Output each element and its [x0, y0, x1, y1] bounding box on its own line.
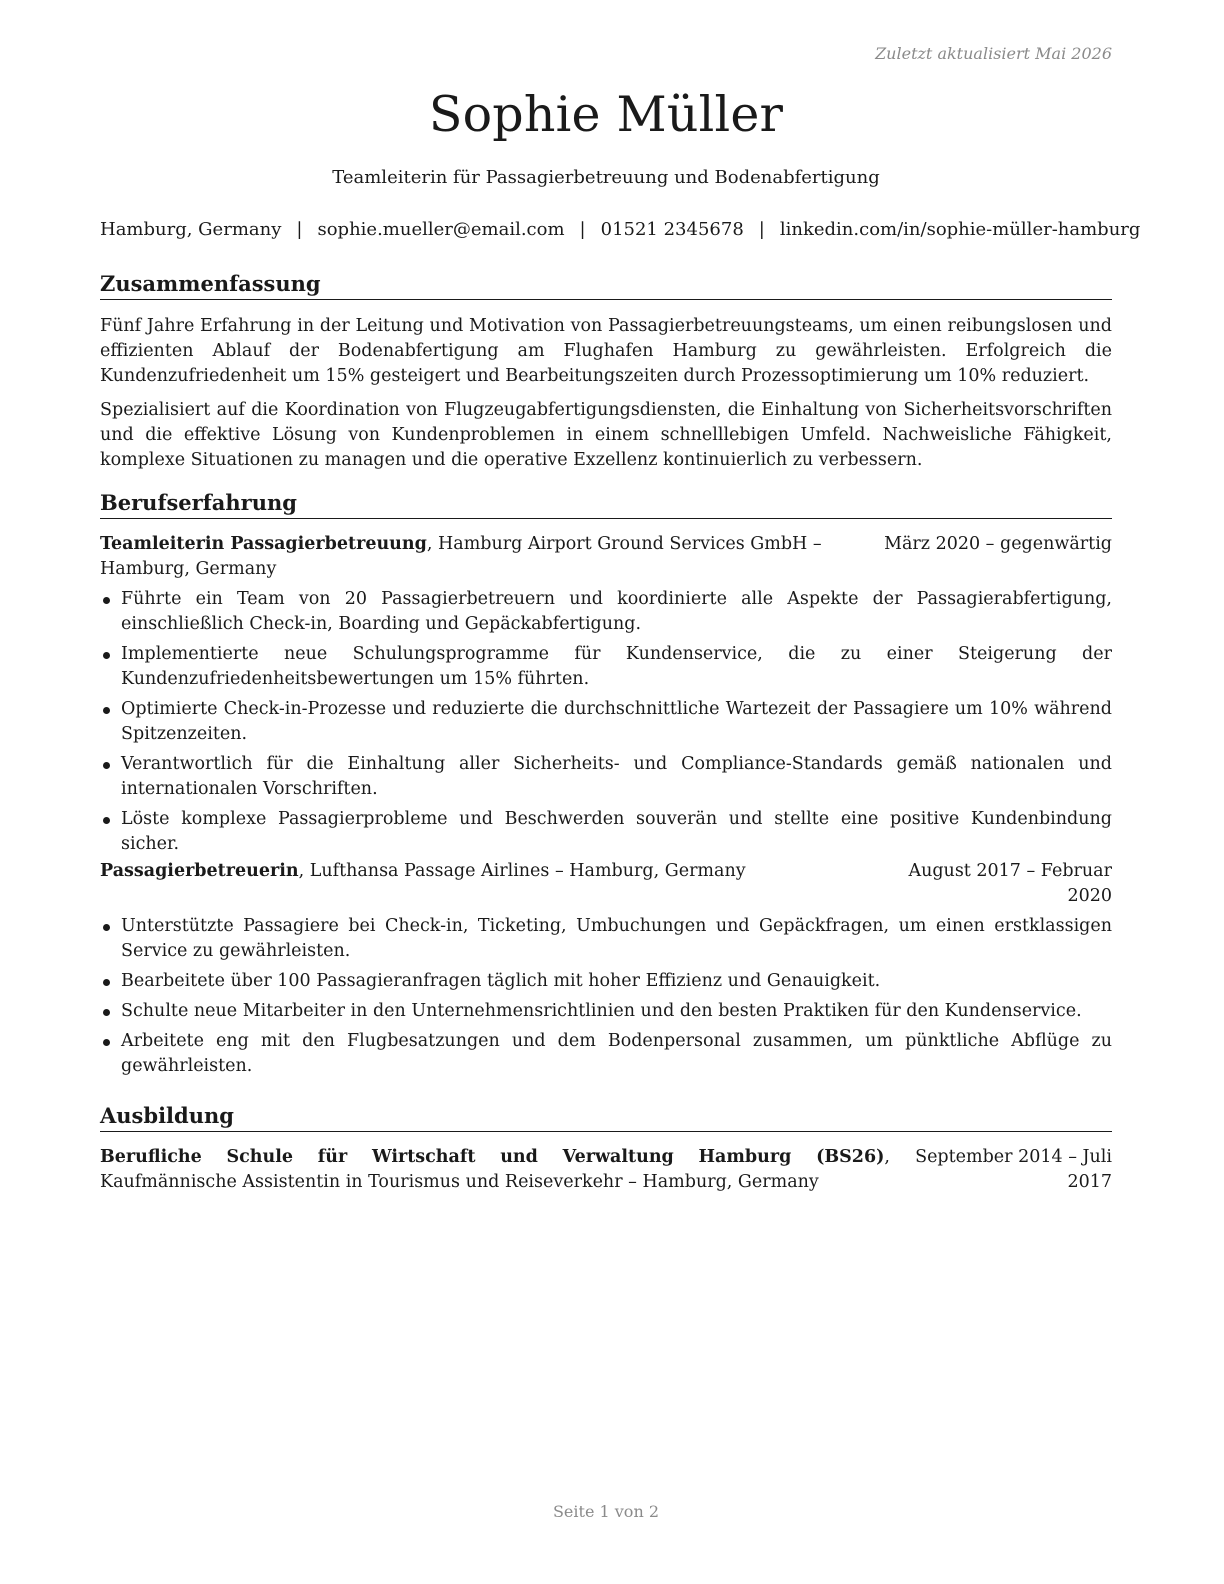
- job-employer: , Hamburg Airport Ground Services GmbH – Hamburg, Germany: [100, 534, 822, 579]
- contact-location: Hamburg, Germany: [100, 219, 282, 240]
- bullet-icon: [103, 924, 110, 931]
- job-bullets: [100, 914, 1112, 1084]
- job-header: [100, 859, 1112, 909]
- list-item: Optimierte Check-in-Prozesse und reduzierte die durchschnittliche Wartezeit der Passagiere um 10% während Spitzenzeiten.: [100, 697, 1112, 747]
- bullet-icon: [103, 979, 110, 986]
- bullet-icon: [103, 652, 110, 659]
- contact-line: [100, 219, 1141, 240]
- job-bullets: [100, 587, 1112, 862]
- education-degree: , Kaufmännische Assistentin in Tourismus und Reiseverkehr – Hamburg, Germany: [100, 1147, 890, 1192]
- section-title-summary: Zusammenfassung: [100, 271, 1112, 300]
- list-item: Verantwortlich für die Einhaltung aller Sicherheits- und Compliance-Standards gemäß nationalen und internationalen Vorschriften.: [100, 752, 1112, 802]
- candidate-name: Sophie Müller: [428, 86, 784, 143]
- job-dates: März 2020 – gegenwärtig: [884, 534, 1112, 554]
- bullet-icon: [103, 762, 110, 769]
- candidate-headline: Teamleiterin für Passagierbetreuung und Bodenabfertigung: [332, 167, 880, 188]
- bullet-icon: [103, 1009, 110, 1016]
- list-item: Schulte neue Mitarbeiter in den Unternehmensrichtlinien und den besten Praktiken für den Kundenservice.: [100, 999, 1112, 1024]
- list-item: Implementierte neue Schulungsprogramme für Kundenservice, die zu einer Steigerung der Kundenzufriedenheitsbewertungen um 15% führten.: [100, 642, 1112, 692]
- list-item: Bearbeitete über 100 Passagieranfragen täglich mit hoher Effizienz und Genauigkeit.: [100, 969, 1112, 994]
- contact-linkedin[interactable]: linkedin.com/in/sophie-müller-hamburg: [779, 219, 1141, 240]
- education-dates: September 2014 – Juli 2017: [915, 1147, 1112, 1192]
- summary-paragraph: Spezialisiert auf die Koordination von Flugzeugabfertigungsdiensten, die Einhaltung von Sicherheitsvorschriften und die effektive Lösung von Kundenproblemen in einem schnelllebigen Umfeld. Nachweisliche Fähigkeit, komplexe Situationen zu managen und die operative Exzellenz kontinuierlich zu verbessern.: [100, 400, 1112, 470]
- job-employer: , Lufthansa Passage Airlines – Hamburg, Germany: [298, 861, 746, 881]
- bullet-icon: [103, 597, 110, 604]
- contact-separator: |: [296, 219, 303, 240]
- last-updated-note: Zuletzt aktualisiert Mai 2026: [875, 44, 1112, 63]
- section-title-experience: Berufserfahrung: [100, 490, 1112, 519]
- list-item: Führte ein Team von 20 Passagierbetreuern und koordinierte alle Aspekte der Passagierabfertigung, einschließlich Check-in, Boarding und Gepäckabfertigung.: [100, 587, 1112, 637]
- education-school: Berufliche Schule für Wirtschaft und Verwaltung Hamburg (BS26): [100, 1147, 885, 1167]
- bullet-icon: [103, 817, 110, 824]
- job-role: Passagierbetreuerin: [100, 861, 299, 881]
- list-item: Unterstützte Passagiere bei Check-in, Ticketing, Umbuchungen und Gepäckfragen, um einen erstklassigen Service zu gewährleisten.: [100, 914, 1112, 964]
- bullet-icon: [103, 1039, 110, 1046]
- page-indicator: Seite 1 von 2: [552, 1502, 660, 1521]
- contact-separator: |: [758, 219, 765, 240]
- job-header: [100, 532, 1112, 582]
- education-entry: [100, 1145, 1112, 1195]
- bullet-icon: [103, 707, 110, 714]
- job-role: Teamleiterin Passagierbetreuung: [100, 534, 427, 554]
- contact-phone[interactable]: 01521 2345678: [600, 219, 744, 240]
- contact-separator: |: [579, 219, 586, 240]
- list-item: Arbeitete eng mit den Flugbesatzungen und dem Bodenpersonal zusammen, um pünktliche Abflüge zu gewährleisten.: [100, 1029, 1112, 1079]
- contact-email[interactable]: sophie.mueller@email.com: [317, 219, 565, 240]
- job-dates: August 2017 – Februar 2020: [908, 861, 1112, 906]
- list-item: Löste komplexe Passagierprobleme und Beschwerden souverän und stellte eine positive Kundenbindung sicher.: [100, 807, 1112, 857]
- section-title-education: Ausbildung: [100, 1103, 1112, 1132]
- summary-paragraph: Fünf Jahre Erfahrung in der Leitung und Motivation von Passagierbetreuungsteams, um einen reibungslosen und effizienten Ablauf der Bodenabfertigung am Flughafen Hamburg zu gewährleisten. Erfolgreich die Kundenzufriedenheit um 15% gesteigert und Bearbeitungszeiten durch Prozessoptimierung um 10% reduziert.: [100, 316, 1112, 386]
